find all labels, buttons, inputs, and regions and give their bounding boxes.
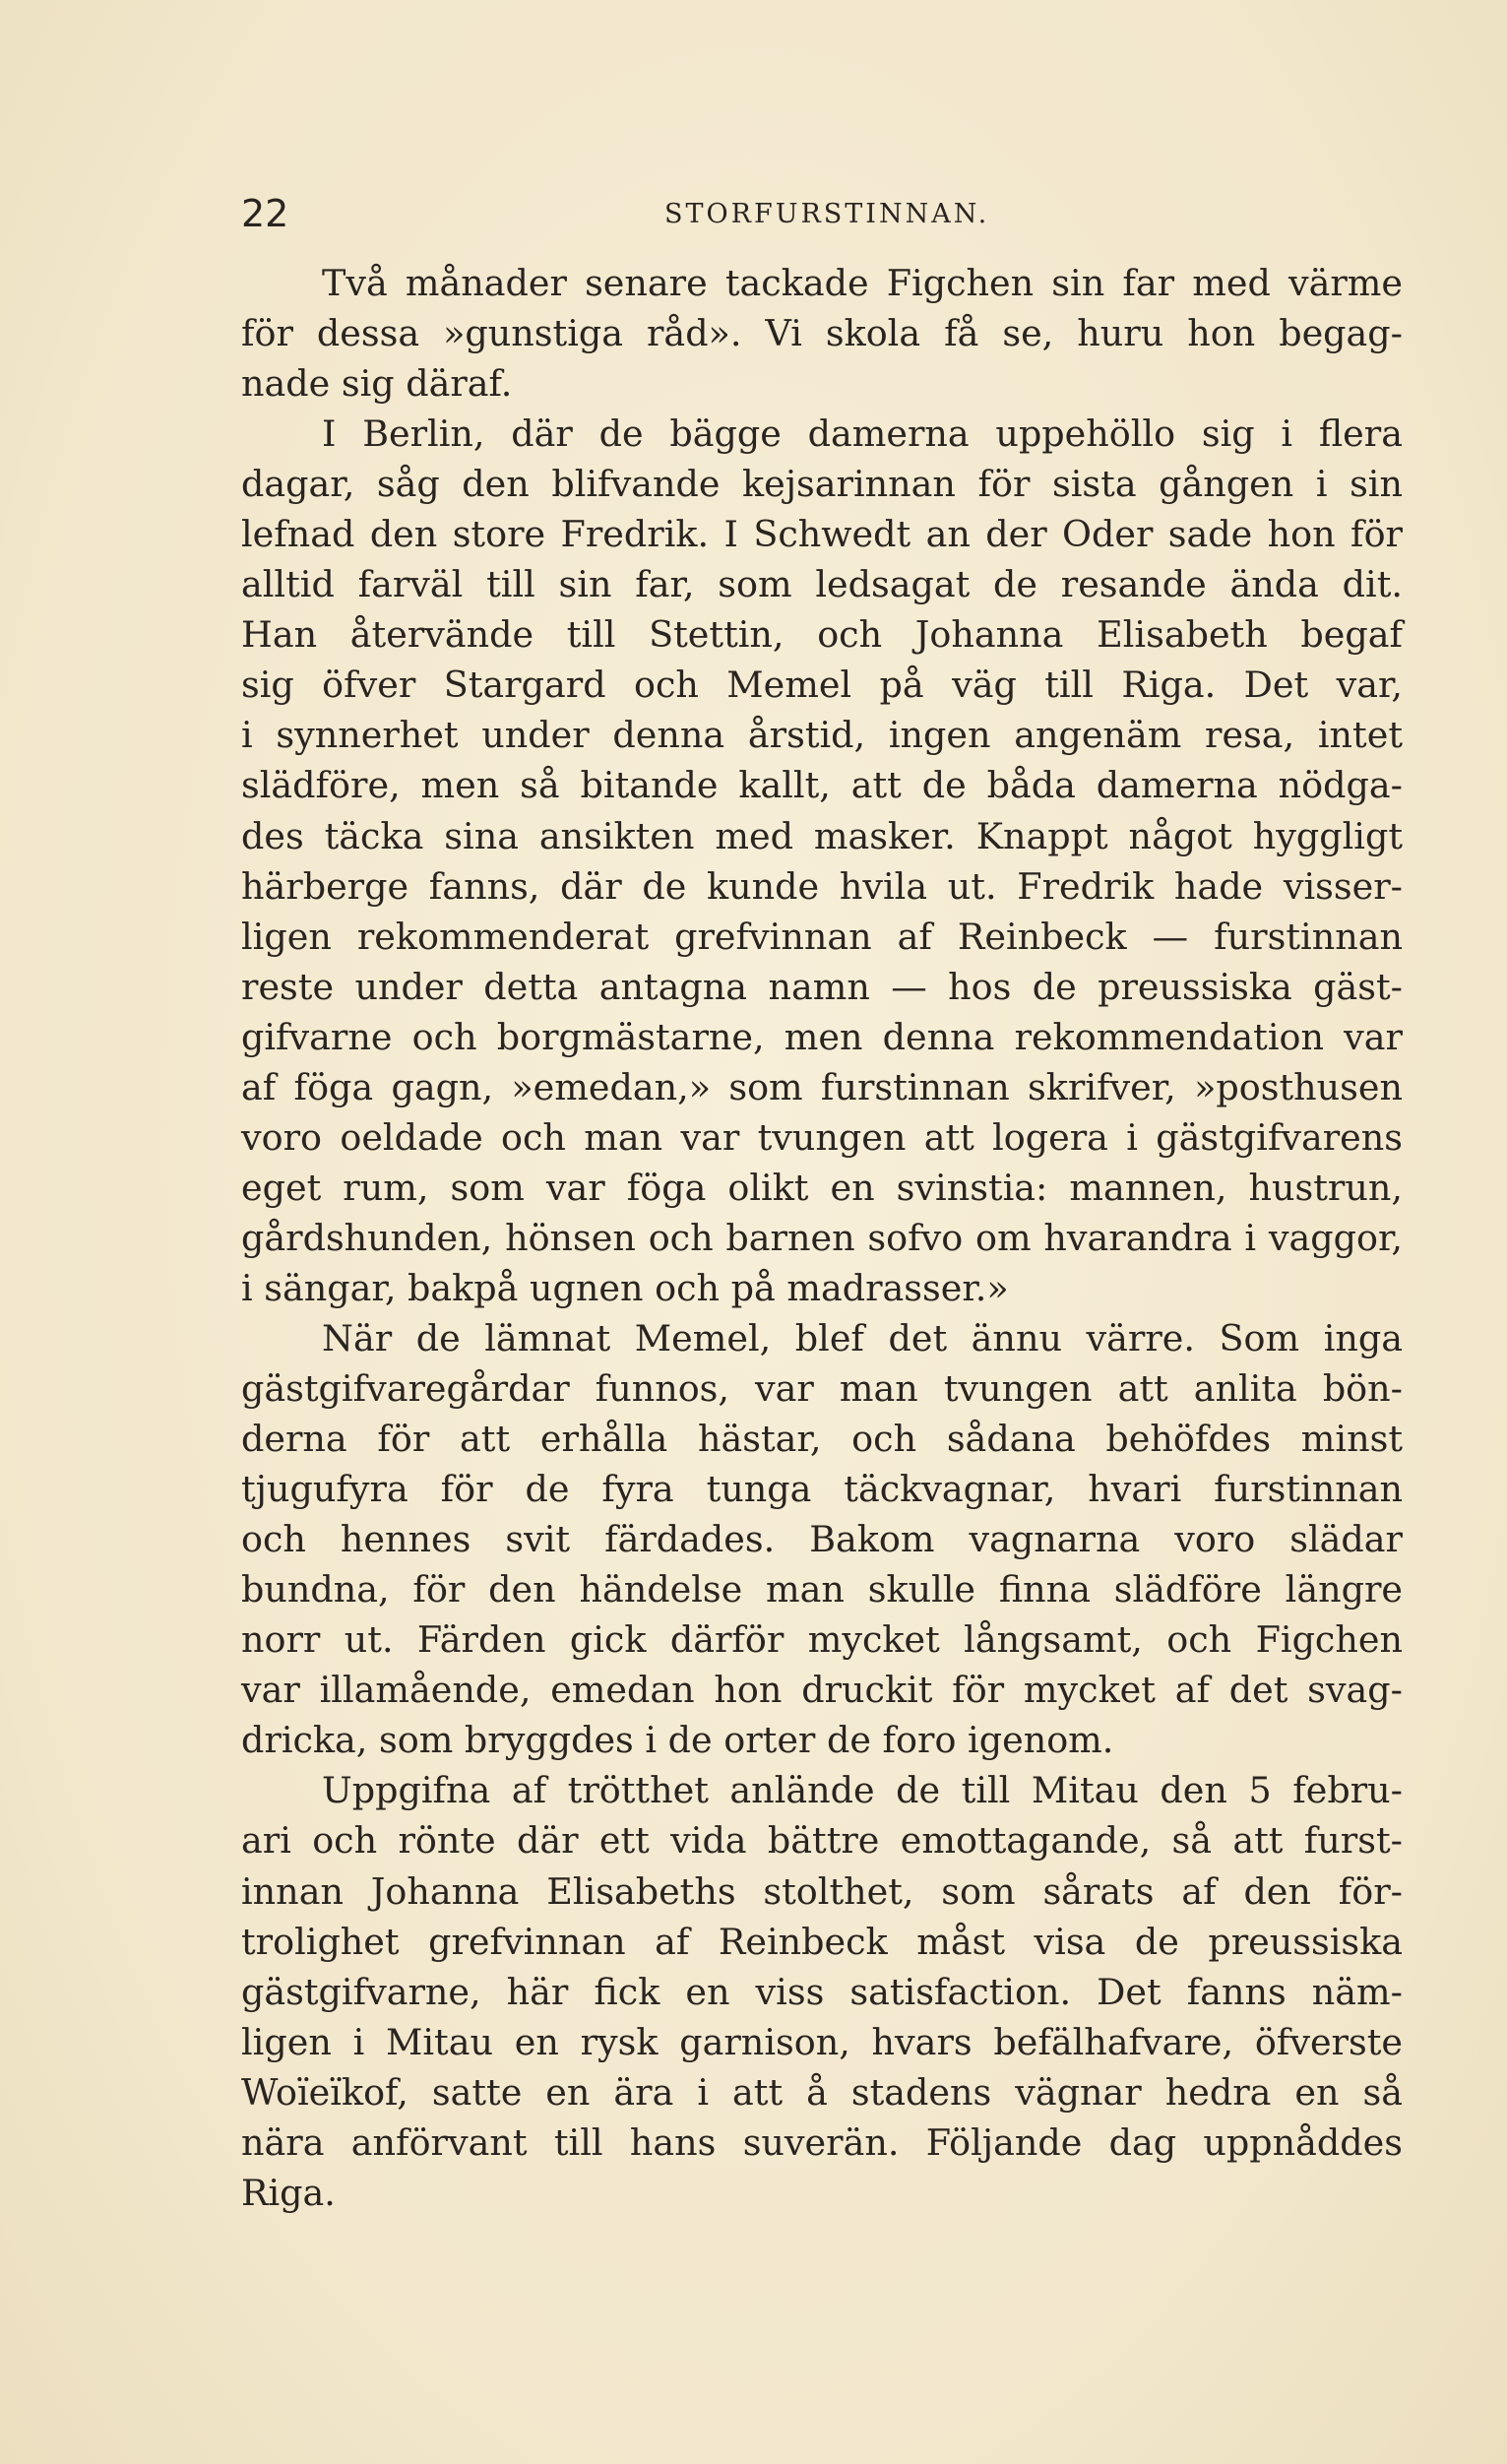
- text-line: ligen i Mitau en rysk garnison, hvars befälhafvare, öfverste: [241, 2020, 1403, 2063]
- text-line: härberge fanns, där de kunde hvila ut. Fredrik hade visser-: [241, 864, 1403, 908]
- text-line: i synnerhet under denna årstid, ingen angenäm resa, intet: [241, 714, 1403, 757]
- text-line: för dessa »gunstiga råd». Vi skola få se, huru hon begag-: [241, 312, 1403, 355]
- text-line: ari och rönte där ett vida bättre emottagande, så att furst-: [241, 1819, 1403, 1863]
- text-line: dagar, såg den blifvande kejsarinnan för sista gången i sin: [241, 463, 1403, 506]
- text-line: innan Johanna Elisabeths stolthet, som sårats af den för-: [241, 1869, 1403, 1913]
- text-line: ligen rekommenderat grefvinnan af Reinbeck — furstinnan: [241, 915, 1403, 958]
- text-line: derna för att erhålla hästar, och sådana behöfdes minst: [241, 1418, 1403, 1461]
- text-line: Woïeïkof, satte en ära i att å stadens vägnar hedra en så: [241, 2070, 1403, 2114]
- running-head: STORFURSTINNAN.: [664, 199, 990, 229]
- text-line: eget rum, som var föga olikt en svinstia: mannen, hustrun,: [241, 1166, 1403, 1209]
- text-line: alltid farväl till sin far, som ledsagat de resande ända dit.: [241, 563, 1403, 606]
- text-line: gifvarne och borgmästarne, men denna rekommendation var: [241, 1015, 1403, 1058]
- text-line: lefnad den store Fredrik. I Schwedt an der Oder sade hon för: [241, 513, 1403, 556]
- text-line: gästgifvarne, här fick en viss satisfaction. Det fanns näm-: [241, 1970, 1403, 2013]
- text-line: Han återvände till Stettin, och Johanna Elisabeth begaf: [241, 613, 1403, 657]
- text-line: tjugufyra för de fyra tunga täckvagnar, hvari furstinnan: [241, 1468, 1403, 1511]
- text-line: reste under detta antagna namn — hos de preussiska gäst-: [241, 965, 1403, 1008]
- text-line: af föga gagn, »emedan,» som furstinnan skrifver, »posthusen: [241, 1065, 1403, 1108]
- text-line: nära anförvant till hans suverän. Följande dag uppnåddes: [241, 2120, 1403, 2164]
- text-line: Riga.: [241, 2171, 336, 2214]
- text-line: bundna, för den händelse man skulle finna slädföre längre: [241, 1568, 1403, 1611]
- text-line: och hennes svit färdades. Bakom vagnarna voro slädar: [241, 1518, 1403, 1561]
- text-line: i sängar, bakpå ugnen och på madrasser.»: [241, 1266, 1009, 1309]
- text-line: gårdshunden, hönsen och barnen sofvo om hvarandra i vaggor,: [241, 1216, 1403, 1259]
- text-line: trolighet grefvinnan af Reinbeck måst visa de preussiska: [241, 1920, 1403, 1963]
- text-line: Två månader senare tackade Figchen sin far med värme: [322, 262, 1403, 304]
- text-line: gästgifvaregårdar funnos, var man tvungen att anlita bön-: [241, 1367, 1403, 1411]
- text-line: nade sig däraf.: [241, 362, 513, 406]
- page-number: 22: [241, 192, 289, 235]
- page-header: [241, 189, 1403, 238]
- text-line: norr ut. Färden gick därför mycket långsamt, och Figchen: [241, 1618, 1403, 1662]
- text-line: I Berlin, där de bägge damerna uppehöllo sig i flera: [322, 412, 1403, 456]
- text-line: voro oeldade och man var tvungen att logera i gästgifvarens: [241, 1115, 1403, 1159]
- text-line: var illamående, emedan hon druckit för mycket af det svag-: [241, 1669, 1403, 1712]
- text-line: des täcka sina ansikten med masker. Knappt något hyggligt: [241, 814, 1403, 857]
- text-line: dricka, som bryggdes i de orter de foro igenom.: [241, 1719, 1114, 1762]
- text-line: sig öfver Stargard och Memel på väg till Riga. Det var,: [241, 663, 1403, 707]
- text-line: Uppgifna af trötthet anlände de till Mitau den 5 febru-: [322, 1769, 1403, 1812]
- text-line: slädföre, men så bitande kallt, att de båda damerna nödga-: [241, 764, 1403, 807]
- body-text: [241, 258, 1403, 2218]
- text-line: När de lämnat Memel, blef det ännu värre. Som inga: [322, 1316, 1403, 1359]
